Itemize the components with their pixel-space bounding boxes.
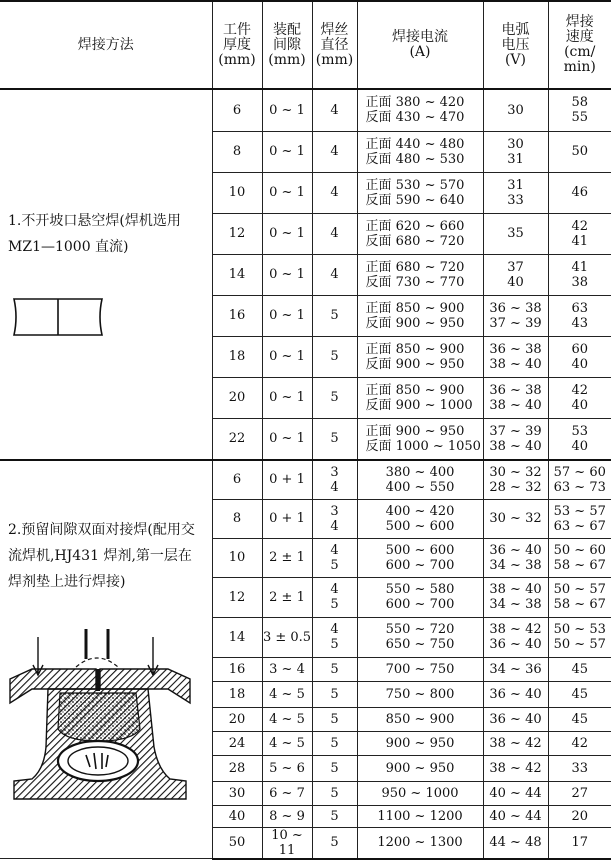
thickness-cell: 10 [212, 172, 262, 213]
speed-line: 63 [571, 300, 589, 316]
current-line: 950 ~ 1000 [381, 785, 459, 801]
speed-line: 58 [571, 95, 589, 111]
current-line: 反面 900 ~ 950 [365, 315, 465, 331]
wire-diameter-cell [312, 681, 357, 707]
current-line: 400 ~ 550 [385, 479, 455, 495]
current-cell [357, 657, 483, 681]
gap-cell: 10 ~ 11 [262, 827, 312, 859]
wire-diameter-cell [312, 499, 357, 538]
speed-line: 58 ~ 67 [553, 557, 606, 573]
speed-line: 50 [571, 144, 589, 159]
section1-method-title: 1.不开坡口悬空焊(焊机选用 MZ1—1000 直流) [8, 213, 181, 255]
thickness-cell: 6 [212, 460, 262, 499]
current-line: 900 ~ 950 [385, 760, 455, 776]
current-cell [357, 538, 483, 577]
current-line: 正面 530 ~ 570 [365, 177, 465, 193]
voltage-cell [483, 89, 548, 131]
wire-diameter-line: 4 [330, 518, 339, 534]
current-line: 反面 590 ~ 640 [365, 192, 465, 208]
wire-diameter-line: 3 [330, 503, 339, 519]
voltage-line: 30 ~ 32 [489, 464, 542, 480]
speed-line: 50 ~ 60 [553, 542, 606, 558]
speed-cell [548, 499, 611, 538]
thickness-cell: 18 [212, 336, 262, 377]
voltage-cell [483, 213, 548, 254]
header-wire-diameter: 焊丝 直径 (mm) [312, 1, 357, 89]
current-line: 正面 850 ~ 900 [365, 341, 465, 357]
speed-line: 17 [571, 835, 589, 850]
section1-row [0, 89, 611, 131]
voltage-line: 37 ~ 39 [489, 315, 542, 331]
wire-diameter-line: 3 [330, 464, 339, 480]
speed-line: 50 ~ 57 [553, 637, 606, 652]
header-gap: 装配 间隙 (mm) [262, 1, 312, 89]
speed-line: 57 ~ 60 [553, 464, 606, 480]
voltage-line: 28 ~ 32 [489, 479, 542, 495]
current-line: 反面 430 ~ 470 [365, 110, 465, 126]
speed-line: 46 [571, 185, 589, 200]
gap-cell: 0 ~ 1 [262, 89, 312, 131]
thickness-cell: 18 [212, 681, 262, 707]
current-cell [357, 295, 483, 336]
speed-cell [548, 681, 611, 707]
voltage-cell [483, 295, 548, 336]
current-cell [357, 89, 483, 131]
thickness-cell: 30 [212, 781, 262, 805]
voltage-cell [483, 755, 548, 781]
current-line: 反面 1000 ~ 1050 [365, 438, 481, 454]
speed-cell [548, 295, 611, 336]
speed-cell [548, 731, 611, 755]
thickness-cell: 8 [212, 131, 262, 172]
gap-cell: 0 + 1 [262, 460, 312, 499]
voltage-line: 38 ~ 42 [489, 735, 542, 751]
thickness-cell: 12 [212, 213, 262, 254]
wire-diameter-line: 5 [330, 597, 339, 612]
thickness-cell: 20 [212, 707, 262, 731]
wire-diameter-cell: 4 [312, 131, 357, 172]
current-line: 正面 380 ~ 420 [365, 95, 465, 111]
voltage-line: 38 ~ 40 [489, 582, 542, 597]
current-cell [357, 172, 483, 213]
speed-line: 53 [571, 423, 589, 439]
thickness-cell: 8 [212, 499, 262, 538]
flux-pad-welding-diagram [8, 629, 198, 809]
thickness-cell: 40 [212, 805, 262, 827]
wire-diameter-cell: 4 [312, 172, 357, 213]
gap-cell: 4 ~ 5 [262, 731, 312, 755]
speed-line: 50 ~ 57 [553, 582, 606, 597]
voltage-line: 31 [507, 151, 524, 167]
speed-cell [548, 213, 611, 254]
current-cell [357, 731, 483, 755]
wire-diameter-line: 5 [330, 835, 339, 850]
speed-cell [548, 172, 611, 213]
speed-cell [548, 577, 611, 617]
speed-line: 40 [571, 356, 589, 372]
voltage-line: 38 ~ 42 [489, 622, 542, 637]
current-line: 600 ~ 700 [385, 557, 455, 573]
speed-cell [548, 131, 611, 172]
header-row [0, 1, 611, 89]
voltage-line: 31 [507, 177, 524, 193]
current-line: 500 ~ 600 [385, 542, 455, 558]
current-line: 900 ~ 950 [385, 735, 455, 751]
speed-line: 53 ~ 57 [553, 503, 606, 519]
gap-cell: 3 ~ 4 [262, 657, 312, 681]
wire-diameter-line: 5 [330, 760, 339, 776]
speed-line: 45 [571, 661, 589, 677]
voltage-cell [483, 707, 548, 731]
current-line: 正面 850 ~ 900 [365, 300, 465, 316]
speed-line: 45 [571, 686, 589, 702]
wire-diameter-cell [312, 827, 357, 859]
current-line: 500 ~ 600 [385, 518, 455, 534]
voltage-line: 38 ~ 42 [489, 760, 542, 776]
wire-diameter-cell [312, 460, 357, 499]
voltage-cell [483, 731, 548, 755]
current-cell [357, 805, 483, 827]
gap-cell: 3 ± 0.5 [262, 617, 312, 657]
voltage-cell [483, 172, 548, 213]
gap-cell: 0 ~ 1 [262, 418, 312, 460]
wire-diameter-line: 5 [330, 557, 339, 573]
current-line: 1200 ~ 1300 [377, 835, 463, 850]
speed-line: 40 [571, 438, 589, 454]
gap-cell: 0 ~ 1 [262, 213, 312, 254]
voltage-cell [483, 781, 548, 805]
section2-method-title: 2.预留间隙双面对接焊(配用交流焊机,HJ431 焊剂,第一层在焊剂垫上进行焊接) [8, 522, 195, 590]
wire-diameter-line: 4 [330, 622, 339, 637]
speed-cell [548, 827, 611, 859]
wire-diameter-line: 5 [330, 661, 339, 677]
voltage-cell [483, 617, 548, 657]
speed-line: 42 [571, 382, 589, 398]
current-line: 1100 ~ 1200 [377, 808, 463, 824]
wire-diameter-cell [312, 755, 357, 781]
current-cell [357, 617, 483, 657]
voltage-cell [483, 377, 548, 418]
gap-cell: 5 ~ 6 [262, 755, 312, 781]
voltage-cell [483, 499, 548, 538]
speed-line: 43 [571, 315, 589, 331]
voltage-line: 40 ~ 44 [489, 808, 542, 824]
current-cell [357, 707, 483, 731]
current-line: 550 ~ 720 [385, 622, 455, 637]
wire-diameter-line: 5 [330, 808, 339, 824]
speed-line: 50 ~ 53 [553, 622, 606, 637]
voltage-cell [483, 254, 548, 295]
current-line: 550 ~ 580 [385, 582, 455, 597]
speed-line: 27 [571, 785, 589, 801]
wire-diameter-line: 4 [330, 542, 339, 558]
current-line: 正面 680 ~ 720 [365, 259, 465, 275]
wire-diameter-cell: 4 [312, 213, 357, 254]
wire-diameter-line: 5 [330, 637, 339, 652]
wire-diameter-cell: 5 [312, 295, 357, 336]
current-line: 650 ~ 750 [385, 637, 455, 652]
wire-diameter-line: 4 [330, 582, 339, 597]
voltage-line: 37 ~ 39 [489, 423, 542, 439]
current-cell [357, 377, 483, 418]
wire-diameter-cell [312, 657, 357, 681]
wire-diameter-line: 5 [330, 711, 339, 727]
butt-joint-diagram [8, 295, 108, 339]
voltage-line: 34 ~ 38 [489, 557, 542, 573]
current-line: 正面 440 ~ 480 [365, 136, 465, 152]
gap-cell: 0 ~ 1 [262, 172, 312, 213]
wire-diameter-cell: 5 [312, 418, 357, 460]
thickness-cell: 12 [212, 577, 262, 617]
voltage-line: 36 ~ 38 [489, 382, 542, 398]
gap-cell: 2 ± 1 [262, 538, 312, 577]
wire-diameter-cell: 5 [312, 336, 357, 377]
speed-cell [548, 657, 611, 681]
section2-method-cell [0, 460, 212, 859]
voltage-line: 36 ~ 38 [489, 300, 542, 316]
voltage-line: 36 ~ 38 [489, 341, 542, 357]
voltage-cell [483, 827, 548, 859]
current-cell [357, 418, 483, 460]
voltage-cell [483, 577, 548, 617]
current-line: 正面 620 ~ 660 [365, 218, 465, 234]
voltage-line: 38 ~ 40 [489, 356, 542, 372]
voltage-line: 33 [507, 192, 524, 208]
speed-line: 58 ~ 67 [553, 597, 606, 612]
wire-diameter-cell [312, 805, 357, 827]
header-voltage: 电弧 电压 (V) [483, 1, 548, 89]
voltage-line: 30 [507, 136, 524, 152]
gap-cell: 0 ~ 1 [262, 336, 312, 377]
voltage-line: 34 ~ 36 [489, 661, 542, 677]
gap-cell: 0 ~ 1 [262, 254, 312, 295]
voltage-line: 36 ~ 40 [489, 542, 542, 558]
speed-line: 45 [571, 711, 589, 727]
current-cell [357, 499, 483, 538]
wire-diameter-cell [312, 731, 357, 755]
speed-line: 63 ~ 73 [553, 479, 606, 495]
current-cell [357, 254, 483, 295]
speed-cell [548, 805, 611, 827]
wire-diameter-line: 5 [330, 686, 339, 702]
gap-cell: 0 + 1 [262, 499, 312, 538]
voltage-line: 40 [507, 274, 524, 290]
current-cell [357, 131, 483, 172]
voltage-cell [483, 657, 548, 681]
wire-diameter-cell [312, 617, 357, 657]
current-cell [357, 213, 483, 254]
current-line: 600 ~ 700 [385, 597, 455, 612]
speed-cell [548, 460, 611, 499]
voltage-line: 30 [507, 102, 524, 118]
speed-line: 41 [571, 233, 589, 249]
current-cell [357, 577, 483, 617]
thickness-cell: 16 [212, 657, 262, 681]
header-current: 焊接电流 (A) [357, 1, 483, 89]
voltage-line: 36 ~ 40 [489, 711, 542, 727]
voltage-cell [483, 131, 548, 172]
current-line: 850 ~ 900 [385, 711, 455, 727]
thickness-cell: 10 [212, 538, 262, 577]
speed-cell [548, 418, 611, 460]
thickness-cell: 22 [212, 418, 262, 460]
speed-cell [548, 707, 611, 731]
voltage-line: 35 [507, 226, 524, 241]
speed-cell [548, 617, 611, 657]
speed-cell [548, 377, 611, 418]
current-line: 反面 480 ~ 530 [365, 151, 465, 167]
thickness-cell: 14 [212, 254, 262, 295]
current-line: 反面 680 ~ 720 [365, 233, 465, 249]
gap-cell: 0 ~ 1 [262, 131, 312, 172]
current-line: 400 ~ 420 [385, 503, 455, 519]
voltage-cell [483, 805, 548, 827]
speed-cell [548, 755, 611, 781]
gap-cell: 4 ~ 5 [262, 707, 312, 731]
voltage-line: 30 ~ 32 [489, 511, 542, 526]
current-line: 700 ~ 750 [385, 661, 455, 677]
speed-line: 63 ~ 67 [553, 518, 606, 534]
gap-cell: 2 ± 1 [262, 577, 312, 617]
voltage-cell [483, 418, 548, 460]
current-line: 正面 900 ~ 950 [365, 423, 465, 439]
voltage-line: 37 [507, 259, 524, 275]
speed-line: 42 [571, 735, 589, 751]
gap-cell: 0 ~ 1 [262, 377, 312, 418]
current-line: 反面 730 ~ 770 [365, 274, 465, 290]
gap-cell: 6 ~ 7 [262, 781, 312, 805]
wire-diameter-line: 5 [330, 735, 339, 751]
current-line: 380 ~ 400 [385, 464, 455, 480]
speed-line: 40 [571, 397, 589, 413]
voltage-line: 36 ~ 40 [489, 637, 542, 652]
speed-line: 38 [571, 274, 589, 290]
thickness-cell: 16 [212, 295, 262, 336]
speed-cell [548, 538, 611, 577]
header-method: 焊接方法 [0, 1, 212, 89]
voltage-line: 36 ~ 40 [489, 686, 542, 702]
thickness-cell: 6 [212, 89, 262, 131]
speed-cell [548, 336, 611, 377]
current-cell [357, 755, 483, 781]
speed-line: 60 [571, 341, 589, 357]
wire-diameter-cell [312, 577, 357, 617]
header-speed: 焊接 速度 (cm/ min) [548, 1, 611, 89]
current-cell [357, 781, 483, 805]
wire-diameter-cell [312, 707, 357, 731]
thickness-cell: 50 [212, 827, 262, 859]
voltage-cell [483, 336, 548, 377]
voltage-cell [483, 681, 548, 707]
thickness-cell: 20 [212, 377, 262, 418]
speed-line: 33 [571, 760, 589, 776]
wire-diameter-cell [312, 781, 357, 805]
voltage-line: 38 ~ 40 [489, 397, 542, 413]
thickness-cell: 28 [212, 755, 262, 781]
gap-cell: 4 ~ 5 [262, 681, 312, 707]
current-cell [357, 681, 483, 707]
speed-line: 42 [571, 218, 589, 234]
wire-diameter-cell [312, 538, 357, 577]
wire-diameter-cell: 4 [312, 254, 357, 295]
current-line: 反面 900 ~ 950 [365, 356, 465, 372]
speed-cell [548, 254, 611, 295]
speed-line: 41 [571, 259, 589, 275]
voltage-line: 34 ~ 38 [489, 597, 542, 612]
current-cell [357, 460, 483, 499]
voltage-line: 44 ~ 48 [489, 835, 542, 850]
section1-method-cell [0, 89, 212, 460]
speed-line: 20 [571, 808, 589, 824]
voltage-line: 40 ~ 44 [489, 785, 542, 801]
current-line: 750 ~ 800 [385, 686, 455, 702]
voltage-cell [483, 460, 548, 499]
gap-cell: 8 ~ 9 [262, 805, 312, 827]
header-thickness: 工件 厚度 (mm) [212, 1, 262, 89]
voltage-cell [483, 538, 548, 577]
current-cell [357, 336, 483, 377]
current-line: 正面 850 ~ 900 [365, 382, 465, 398]
speed-cell [548, 781, 611, 805]
wire-diameter-line: 4 [330, 479, 339, 495]
voltage-line: 38 ~ 40 [489, 438, 542, 454]
wire-diameter-cell: 5 [312, 377, 357, 418]
current-line: 反面 900 ~ 1000 [365, 397, 473, 413]
wire-diameter-line: 5 [330, 785, 339, 801]
current-cell [357, 827, 483, 859]
speed-cell [548, 89, 611, 131]
thickness-cell: 24 [212, 731, 262, 755]
section2-row [0, 460, 611, 499]
gap-cell: 0 ~ 1 [262, 295, 312, 336]
thickness-cell: 14 [212, 617, 262, 657]
speed-line: 55 [571, 110, 589, 126]
wire-diameter-cell: 4 [312, 89, 357, 131]
